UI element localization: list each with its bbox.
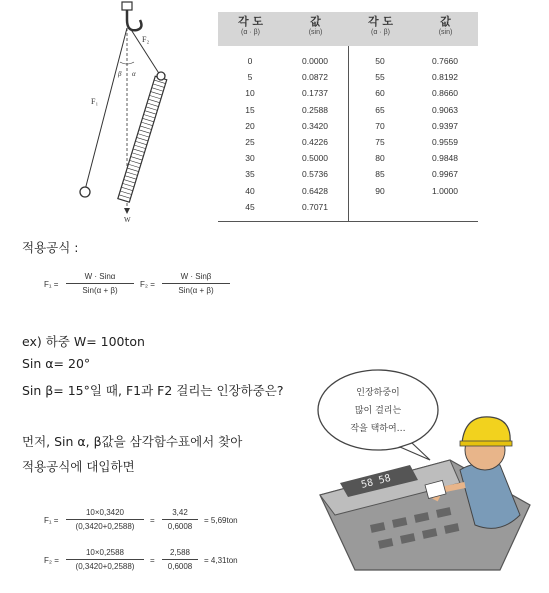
table-cell-angle: 0	[247, 56, 253, 66]
table-cell-value: 0.9397	[432, 120, 458, 131]
result-f1-label: F₁ =	[44, 516, 59, 525]
table-cell-angle: 70	[375, 120, 385, 131]
table-cell-value: 0.7660	[432, 56, 458, 66]
speech-line-2: 많이 걸리는	[354, 406, 402, 416]
table-cell-value: 0.8192	[432, 72, 458, 83]
table-cell-angle: 85	[375, 169, 385, 180]
result-f2-equals: =	[150, 556, 155, 565]
device-display: 58 58	[360, 472, 392, 491]
table-cell-angle: 25	[245, 137, 255, 147]
result-f2-numerator: 10×0,2588	[66, 548, 144, 560]
result-f2	[44, 548, 274, 578]
speech-line-3: 작을 택하여…	[350, 424, 406, 434]
table-cell-angle: 40	[245, 185, 255, 196]
method-line-2: 적용공식에 대입하면	[22, 459, 135, 474]
table-header	[218, 12, 478, 46]
crane-diagram	[60, 0, 200, 225]
example-sin-alpha: Sin α= 20°	[22, 356, 91, 371]
formula-f2-denominator: Sin(α + β)	[178, 286, 214, 295]
table-cell-value: 0.5000	[302, 153, 328, 164]
formula-f1	[44, 272, 134, 302]
formula-f2	[140, 272, 230, 302]
header-value-left: 값 (sin)	[308, 15, 323, 36]
table-cell-angle: 10	[245, 88, 255, 99]
alpha-label: α	[132, 70, 136, 78]
beta-label: β	[118, 70, 122, 78]
result-f2-denominator: (0,3420+0,2588)	[75, 562, 135, 571]
result-f1-denominator: (0,3420+0,2588)	[75, 522, 135, 531]
table-cell-angle: 45	[245, 201, 255, 212]
table-cell-angle: 5	[247, 72, 253, 83]
example-load: ex) 하중 W= 100ton	[22, 334, 145, 349]
table-cell-angle: 75	[375, 137, 385, 147]
result-f2-label: F₂ =	[44, 556, 59, 565]
formula-f1-numerator: W · Sinα	[66, 272, 134, 284]
table-cell-value: 0.0000	[302, 56, 328, 66]
table-cell-value: 0.1737	[302, 88, 328, 99]
table-cell-value: 0.9063	[432, 104, 458, 115]
table-cell-angle: 55	[375, 72, 385, 83]
header-angle-right: 각 도 (α · β)	[367, 15, 394, 36]
sine-table	[218, 12, 478, 222]
f1-label: F₁	[91, 97, 99, 106]
table-body	[218, 46, 478, 222]
table-cell-value: 0.0872	[302, 72, 328, 83]
table-cell-value: 0.3420	[302, 120, 328, 131]
result-f2-denominator-2: 0,6008	[167, 562, 193, 571]
table-cell-value: 0.9967	[432, 169, 458, 180]
example-sin-beta: Sin β= 15°일 때, F1과 F2 걸리는 인장하중은?	[22, 383, 284, 398]
formula-f2-label: F₂ =	[140, 280, 155, 289]
table-cell-value: 0.2588	[302, 104, 328, 115]
worker-illustration	[300, 365, 540, 585]
speech-line-1: 인장하중이	[356, 388, 400, 398]
result-f1-equals: =	[150, 516, 155, 525]
result-f1-numerator: 10×0,3420	[66, 508, 144, 520]
table-cell-angle: 65	[375, 104, 385, 115]
table-cell-value: 0.7071	[302, 201, 328, 212]
table-cell-value: 1.0000	[432, 185, 458, 196]
result-f1	[44, 508, 274, 538]
formula-f1-label: F₁ =	[44, 280, 59, 289]
result-f2-numerator-2: 2,588	[162, 548, 198, 560]
result-f1-value: = 5,69ton	[204, 516, 238, 525]
result-f1-numerator-2: 3,42	[162, 508, 198, 520]
result-f1-denominator-2: 0,6008	[167, 522, 193, 531]
table-cell-angle: 15	[245, 104, 255, 115]
table-cell-angle: 30	[245, 153, 255, 164]
header-value-right: 값 (sin)	[438, 15, 453, 36]
table-cell-value: 0.9559	[432, 137, 458, 147]
table-cell-value: 0.5736	[302, 169, 328, 180]
table-cell-value: 0.8660	[432, 88, 458, 99]
helmet-icon	[462, 417, 510, 443]
table-cell-angle: 35	[245, 169, 255, 180]
f2-label: F₂	[142, 35, 150, 44]
table-cell-angle: 50	[375, 56, 385, 66]
formula-f2-numerator: W · Sinβ	[162, 272, 230, 284]
header-angle-left: 각 도 (α · β)	[237, 15, 264, 36]
table-cell-angle: 20	[245, 120, 255, 131]
table-cell-angle: 90	[375, 185, 385, 196]
table-cell-angle: 80	[375, 153, 385, 164]
result-f2-value: = 4,31ton	[204, 556, 238, 565]
method-line-1: 먼저, Sin α, β값을 삼각함수표에서 찾아	[22, 434, 243, 449]
speech-bubble	[318, 370, 438, 460]
table-cell-value: 0.9848	[432, 153, 458, 164]
table-cell-value: 0.4226	[302, 137, 328, 147]
w-label: W	[124, 216, 131, 224]
hook-icon	[122, 2, 141, 30]
formula-f1-denominator: Sin(α + β)	[82, 286, 118, 295]
formula-title: 적용공식 :	[22, 240, 79, 255]
table-cell-value: 0.6428	[302, 185, 328, 196]
table-cell-angle: 60	[375, 88, 385, 99]
